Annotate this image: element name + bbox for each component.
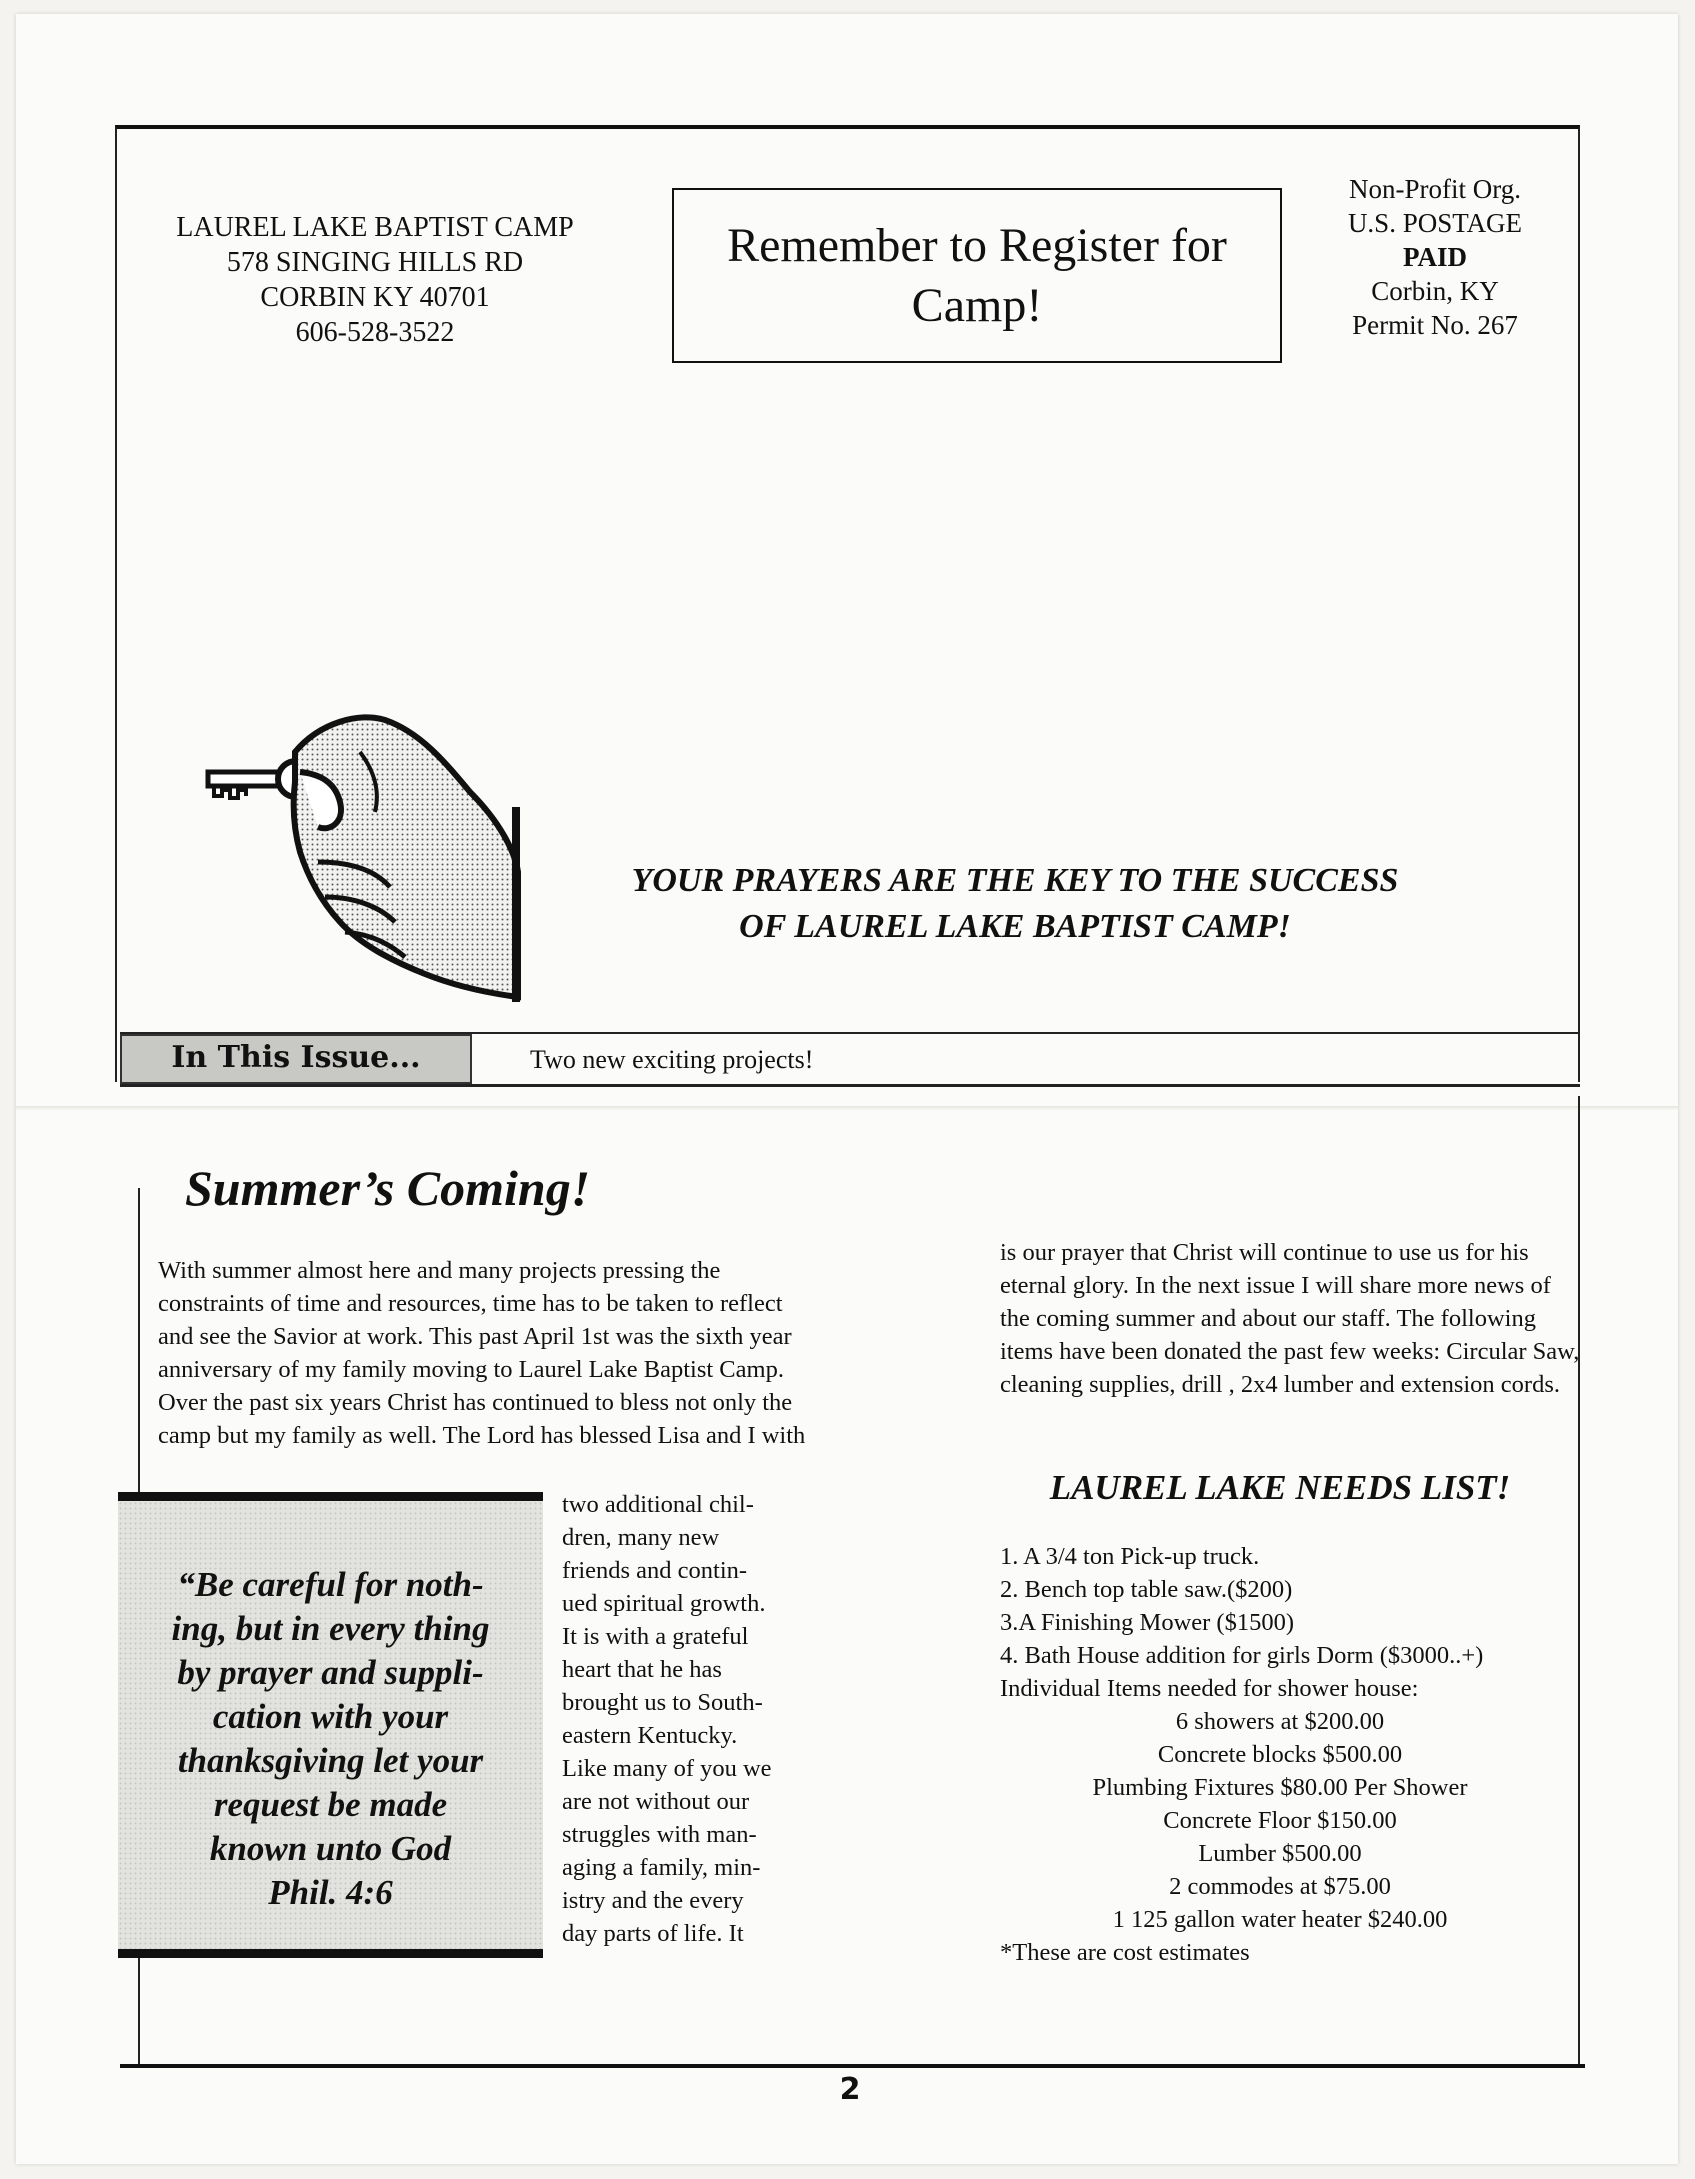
prayer-headline-line: OF LAUREL LAKE BAPTIST CAMP! bbox=[739, 908, 1291, 945]
needs-item: 2. Bench top table saw.($200) bbox=[1000, 1576, 1293, 1603]
needs-sub-item: 2 commodes at $75.00 bbox=[1169, 1873, 1391, 1900]
article-body-right: is our prayer that Christ will continue to use us for his eternal glory. In the next issue I will share more news of the coming summer and about our staff. The following items have been donated the past few weeks: Circular Saw, cleaning supplies, drill , 2x4 lumber and extension cords. bbox=[1000, 1239, 1580, 1398]
page-number: 2 bbox=[839, 2072, 861, 2107]
return-address-line: CORBIN KY 40701 bbox=[260, 282, 490, 313]
return-address-line: 578 SINGING HILLS RD bbox=[226, 247, 524, 278]
scripture-quote-box bbox=[118, 1492, 543, 1958]
needs-sub-item: Lumber $500.00 bbox=[1198, 1840, 1362, 1867]
postage-line: Corbin, KY bbox=[1371, 276, 1499, 306]
register-reminder-text: Remember to Register for Camp! bbox=[727, 218, 1227, 332]
scripture-quote-text: “Be careful for noth- ing, but in every thing by prayer and suppli- cation with your thanksgiving let your request be made known unto God Phil. 4:6 bbox=[171, 1565, 490, 1912]
needs-list bbox=[1000, 1540, 1585, 1969]
postage-line: Non-Profit Org. bbox=[1349, 174, 1521, 204]
needs-sub-item: 6 showers at $200.00 bbox=[1175, 1708, 1385, 1735]
postage-indicia bbox=[1305, 172, 1565, 342]
prayer-headline bbox=[550, 858, 1480, 950]
needs-sub-item: 1 125 gallon water heater $240.00 bbox=[1112, 1906, 1448, 1933]
in-this-issue-label: In This Issue... bbox=[120, 1034, 472, 1084]
hand-holding-key-icon bbox=[200, 712, 540, 1002]
paper-fold bbox=[16, 1106, 1678, 1110]
needs-note: *These are cost estimates bbox=[1000, 1939, 1250, 1966]
article-title: Summer’s Coming! bbox=[185, 1160, 591, 1216]
article-body-left: With summer almost here and many projects pressing the constraints of time and resources, time has to be taken to reflect and see the Savior at work. This past April 1st was the sixth year anniversary of my family moving to Laurel Lake Baptist Camp. Over the past six years Christ has continued to bless not only the camp but my family as well. The Lord has blessed Lisa and I with bbox=[158, 1257, 806, 1449]
return-address bbox=[140, 210, 610, 350]
postage-permit: Permit No. 267 bbox=[1352, 310, 1518, 340]
needs-list-title: LAUREL LAKE NEEDS LIST! bbox=[1049, 1468, 1511, 1507]
article-body-narrow: two additional chil- dren, many new friends and contin- ued spiritual growth. It is with a grateful heart that he has brought us to South- eastern Kentucky. Like many of you we are not without our struggles with man- aging a family, min- istry and the every day parts of life. It bbox=[562, 1491, 772, 1947]
needs-item: Individual Items needed for shower house: bbox=[1000, 1675, 1419, 1702]
return-address-line: 606-528-3522 bbox=[295, 317, 455, 348]
postage-paid: PAID bbox=[1403, 242, 1467, 272]
needs-item: 4. Bath House addition for girls Dorm ($3000..+) bbox=[1000, 1642, 1484, 1669]
register-reminder-box bbox=[672, 188, 1282, 363]
needs-sub-item: Plumbing Fixtures $80.00 Per Shower bbox=[1092, 1774, 1468, 1801]
needs-item: 1. A 3/4 ton Pick-up truck. bbox=[1000, 1543, 1260, 1570]
return-address-line: LAUREL LAKE BAPTIST CAMP bbox=[176, 212, 574, 243]
postage-line: U.S. POSTAGE bbox=[1347, 208, 1523, 238]
content-frame-bottom-rule bbox=[120, 2064, 1585, 2068]
in-this-issue-text: Two new exciting projects! bbox=[530, 1045, 814, 1074]
prayer-headline-line: YOUR PRAYERS ARE THE KEY TO THE SUCCESS bbox=[631, 862, 1399, 899]
needs-item: 3.A Finishing Mower ($1500) bbox=[1000, 1609, 1294, 1636]
needs-sub-item: Concrete blocks $500.00 bbox=[1157, 1741, 1403, 1768]
in-this-issue-bar bbox=[120, 1032, 1580, 1087]
needs-sub-item: Concrete Floor $150.00 bbox=[1163, 1807, 1397, 1834]
